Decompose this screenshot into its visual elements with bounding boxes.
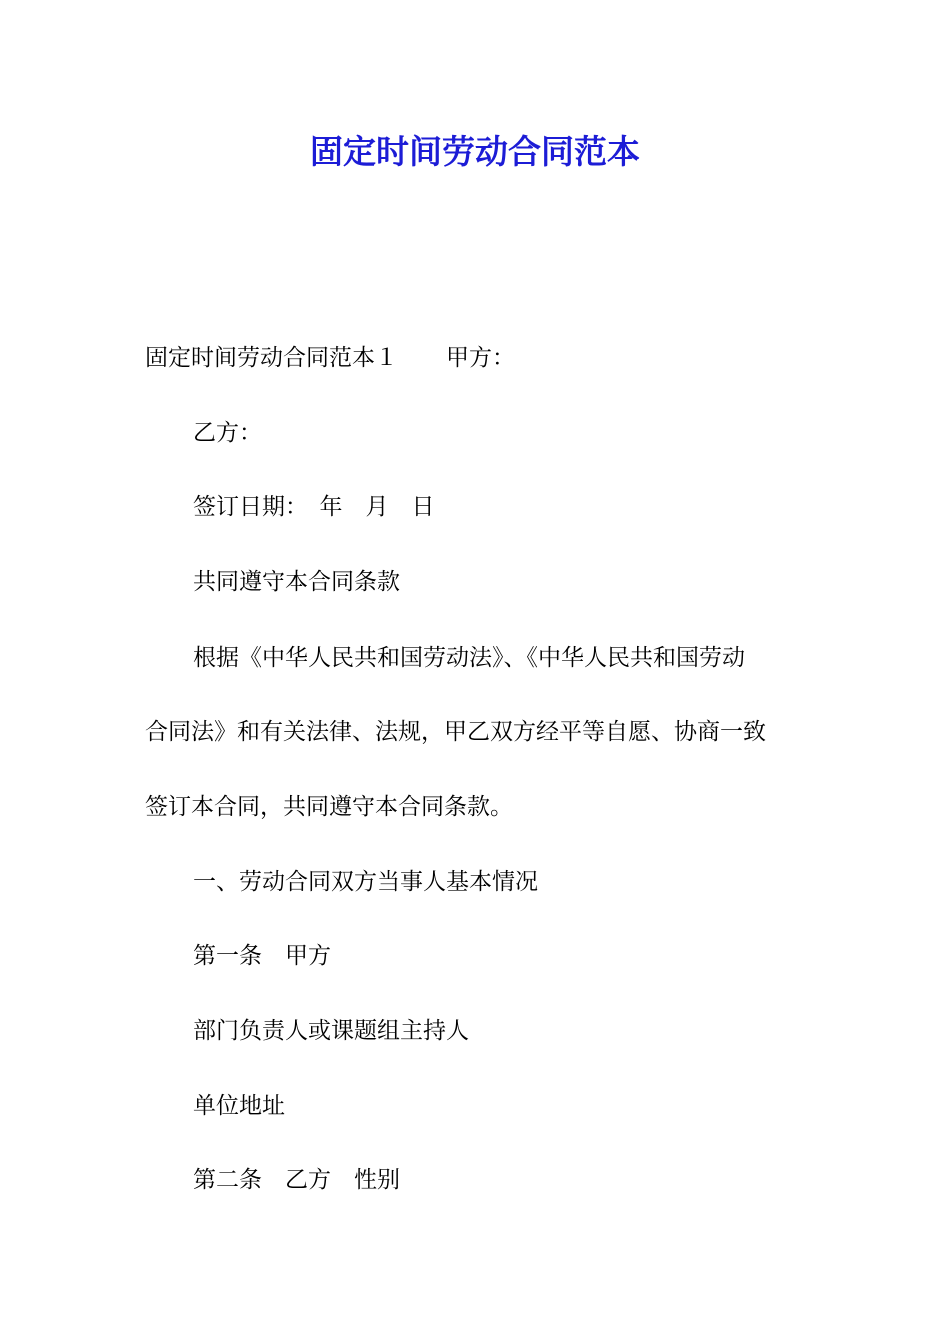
section-one-heading: 一、劳动合同双方当事人基本情况: [193, 869, 538, 895]
dept-head-line: 部门负责人或课题组主持人: [193, 1018, 469, 1044]
article-two: 第二条 乙方 性别: [193, 1167, 400, 1193]
basis-paragraph-line-3: 签订本合同，共同遵守本合同条款。: [145, 794, 513, 820]
comply-line: 共同遵守本合同条款: [193, 569, 400, 595]
party-b-label: 乙方：: [193, 420, 262, 446]
contract-name-label: 固定时间劳动合同范本１: [145, 345, 398, 371]
heading-line: [145, 342, 515, 374]
basis-paragraph-line-2: 合同法》和有关法律、法规，甲乙双方经平等自愿、协商一致: [145, 719, 766, 745]
sign-date-line: 签订日期： 年 月 日: [193, 494, 435, 520]
basis-paragraph-line-1: 根据《中华人民共和国劳动法》、《中华人民共和国劳动: [193, 645, 745, 671]
page-title: 固定时间劳动合同范本: [310, 132, 640, 171]
article-one: 第一条 甲方: [193, 943, 331, 969]
unit-address-line: 单位地址: [193, 1093, 285, 1119]
party-a-label: 甲方：: [446, 345, 515, 371]
